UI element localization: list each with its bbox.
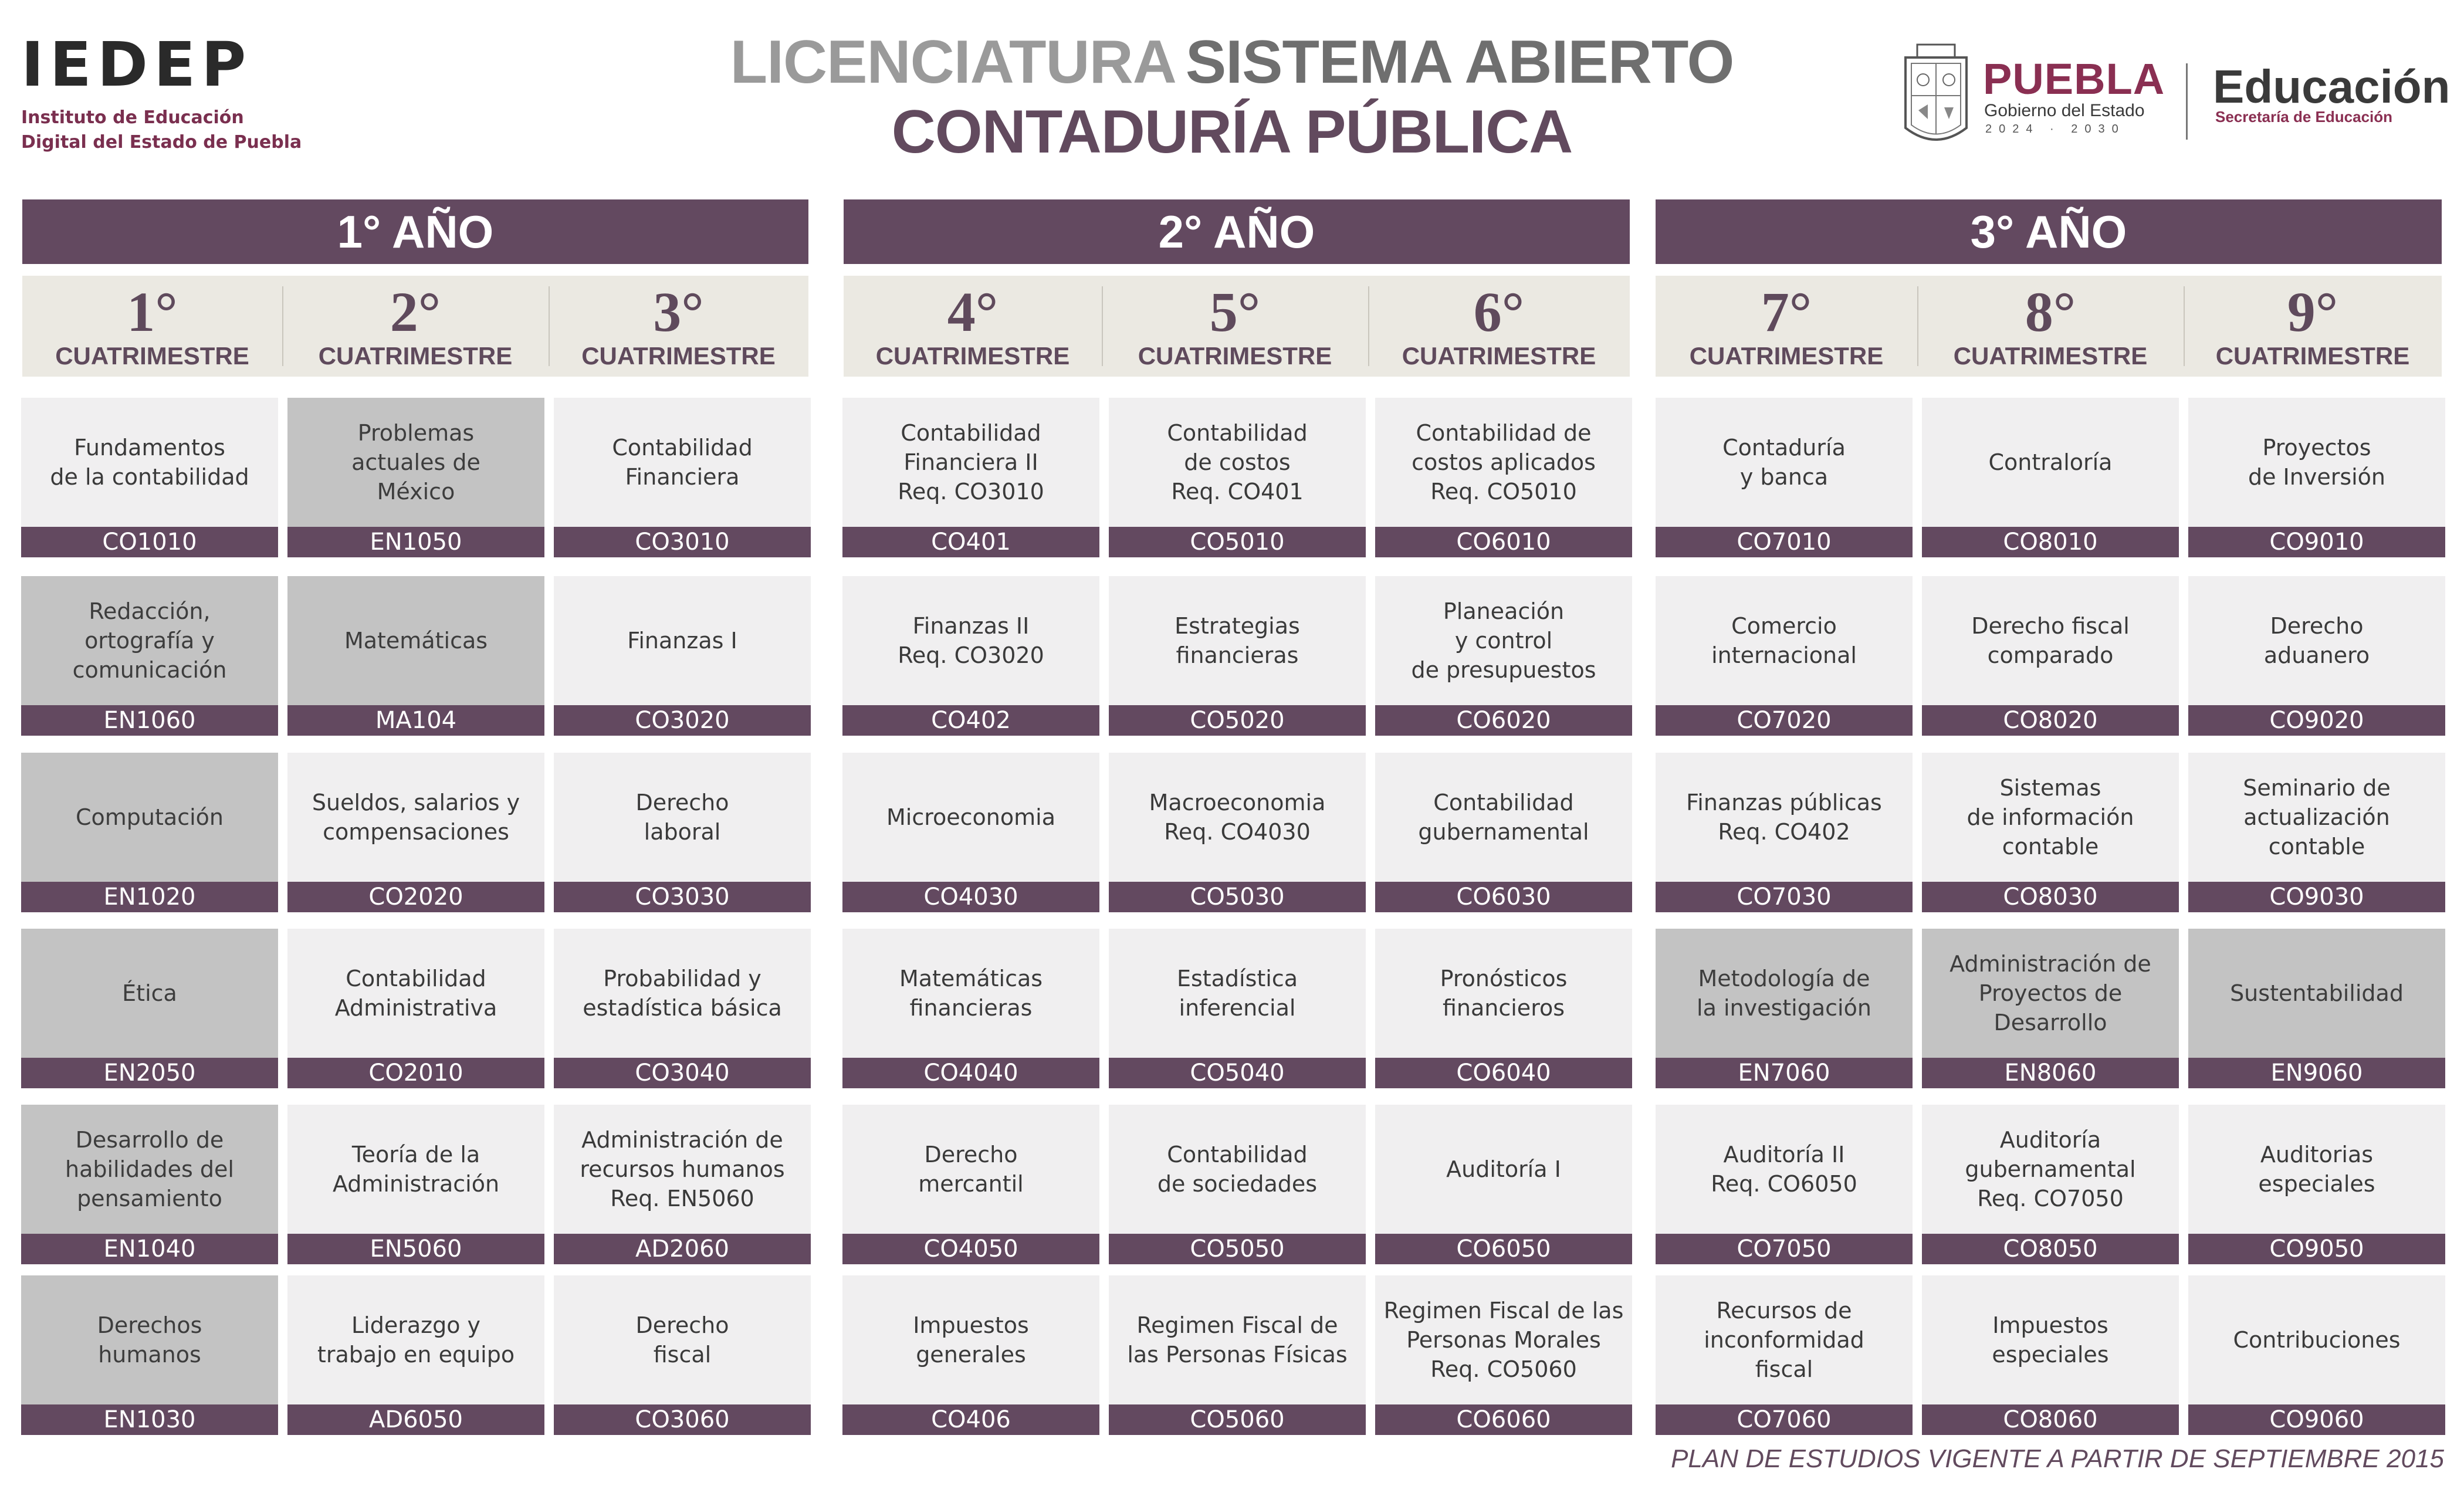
- course-code: EN1030: [21, 1404, 278, 1435]
- course-cell: [842, 398, 1099, 557]
- course-cell: [1922, 1105, 2179, 1264]
- course-cell: [1922, 576, 2179, 736]
- course-cell: [842, 1275, 1099, 1435]
- course-code: CO7030: [1656, 882, 1913, 912]
- course-code: CO8010: [1922, 527, 2179, 557]
- course-name: Auditoría gubernamental Req. CO7050: [1922, 1105, 2179, 1234]
- semester-header-1: [22, 276, 282, 377]
- course-name: Finanzas públicas Req. CO402: [1656, 753, 1913, 882]
- course-cell: [554, 1105, 811, 1264]
- course-cell: [554, 929, 811, 1088]
- course-name: Contabilidad de sociedades: [1109, 1105, 1366, 1234]
- course-cell: [2188, 753, 2445, 912]
- course-code: EN8060: [1922, 1058, 2179, 1088]
- course-code: CO8060: [1922, 1404, 2179, 1435]
- course-cell: [1109, 398, 1366, 557]
- course-cell: [287, 1275, 544, 1435]
- educacion-wordmark: Educación: [2213, 60, 2451, 113]
- course-code: AD6050: [287, 1404, 544, 1435]
- course-code: CO5050: [1109, 1234, 1366, 1264]
- course-name: Macroeconomia Req. CO4030: [1109, 753, 1366, 882]
- course-code: CO3040: [554, 1058, 811, 1088]
- course-code: CO2010: [287, 1058, 544, 1088]
- course-code: CO406: [842, 1404, 1099, 1435]
- course-code: AD2060: [554, 1234, 811, 1264]
- course-cell: [287, 753, 544, 912]
- semester-header-7: [1656, 276, 1917, 377]
- year-band-3: 3° AÑO: [1656, 199, 2442, 264]
- gobierno-del-estado-text: Gobierno del Estado: [1984, 101, 2145, 120]
- course-cell: [1109, 929, 1366, 1088]
- course-code: CO8050: [1922, 1234, 2179, 1264]
- course-name: Planeación y control de presupuestos: [1375, 576, 1632, 705]
- course-cell: [21, 1105, 278, 1264]
- course-cell: [842, 1105, 1099, 1264]
- course-name: Auditorias especiales: [2188, 1105, 2445, 1234]
- course-name: Administración de recursos humanos Req. EN5060: [554, 1105, 811, 1234]
- semester-label: CUATRIMESTRE: [318, 342, 513, 370]
- secretaria-de-educacion-text: Secretaría de Educación: [2215, 108, 2393, 126]
- course-code: CO3020: [554, 705, 811, 736]
- course-name: Contabilidad Administrativa: [287, 929, 544, 1058]
- course-code: CO2020: [287, 882, 544, 912]
- course-cell: [1375, 398, 1632, 557]
- course-cell: [1375, 1275, 1632, 1435]
- course-code: MA104: [287, 705, 544, 736]
- course-name: Derechos humanos: [21, 1275, 278, 1404]
- course-name: Derecho fiscal: [554, 1275, 811, 1404]
- course-name: Regimen Fiscal de las Personas Morales Req. CO5060: [1375, 1275, 1632, 1404]
- course-name: Estadística inferencial: [1109, 929, 1366, 1058]
- course-name: Finanzas I: [554, 576, 811, 705]
- course-code: CO5060: [1109, 1404, 1366, 1435]
- course-code: CO6010: [1375, 527, 1632, 557]
- title-line-1: [587, 28, 1877, 96]
- semester-header-2: [282, 276, 549, 377]
- course-cell: [287, 576, 544, 736]
- course-code: CO7060: [1656, 1404, 1913, 1435]
- course-cell: [21, 929, 278, 1088]
- course-cell: [1922, 753, 2179, 912]
- state-seal-icon: [1901, 40, 1971, 151]
- course-code: EN1050: [287, 527, 544, 557]
- course-cell: [1656, 1275, 1913, 1435]
- iedep-subtitle-line2: Digital del Estado de Puebla: [21, 132, 302, 153]
- course-code: CO9020: [2188, 705, 2445, 736]
- course-cell: [287, 929, 544, 1088]
- year-band-2: 2° AÑO: [844, 199, 1630, 264]
- course-name: Derecho mercantil: [842, 1105, 1099, 1234]
- course-name: Impuestos especiales: [1922, 1275, 2179, 1404]
- course-code: CO3010: [554, 527, 811, 557]
- semester-header-3: [549, 276, 808, 377]
- course-code: CO8020: [1922, 705, 2179, 736]
- iedep-subtitle-line1: Instituto de Educación: [21, 107, 244, 128]
- course-cell: [2188, 1275, 2445, 1435]
- semester-label: CUATRIMESTRE: [1953, 342, 2148, 370]
- administration-years: 2024 · 2030: [1985, 123, 2125, 136]
- puebla-government-logo: [1901, 40, 2452, 157]
- course-name: Metodología de la investigación: [1656, 929, 1913, 1058]
- course-code: CO5020: [1109, 705, 1366, 736]
- course-cell: [2188, 576, 2445, 736]
- semester-number: 7°: [1761, 280, 1812, 343]
- page-title: [587, 28, 1877, 168]
- course-cell: [1656, 753, 1913, 912]
- semester-band-year-3: [1656, 276, 2442, 377]
- course-code: CO9050: [2188, 1234, 2445, 1264]
- semester-header-6: [1368, 276, 1630, 377]
- course-code: CO7010: [1656, 527, 1913, 557]
- course-name: Estrategias financieras: [1109, 576, 1366, 705]
- course-code: EN1040: [21, 1234, 278, 1264]
- course-name: Administración de Proyectos de Desarrollo: [1922, 929, 2179, 1058]
- course-name: Contabilidad Financiera: [554, 398, 811, 527]
- course-code: CO7050: [1656, 1234, 1913, 1264]
- course-name: Derecho fiscal comparado: [1922, 576, 2179, 705]
- course-name: Ética: [21, 929, 278, 1058]
- course-name: Auditoría II Req. CO6050: [1656, 1105, 1913, 1234]
- course-cell: [21, 1275, 278, 1435]
- course-cell: [1922, 929, 2179, 1088]
- course-name: Derecho aduanero: [2188, 576, 2445, 705]
- course-name: Matemáticas financieras: [842, 929, 1099, 1058]
- course-cell: [842, 576, 1099, 736]
- course-code: CO6030: [1375, 882, 1632, 912]
- semester-label: CUATRIMESTRE: [1402, 342, 1596, 370]
- course-name: Teoría de la Administración: [287, 1105, 544, 1234]
- semester-label: CUATRIMESTRE: [2215, 342, 2410, 370]
- course-name: Computación: [21, 753, 278, 882]
- year-band-1: 1° AÑO: [22, 199, 808, 264]
- course-name: Regimen Fiscal de las Personas Físicas: [1109, 1275, 1366, 1404]
- semester-header-8: [1917, 276, 2184, 377]
- course-name: Liderazgo y trabajo en equipo: [287, 1275, 544, 1404]
- course-cell: [1109, 1275, 1366, 1435]
- course-code: EN5060: [287, 1234, 544, 1264]
- course-code: CO5040: [1109, 1058, 1366, 1088]
- course-code: CO401: [842, 527, 1099, 557]
- course-code: EN9060: [2188, 1058, 2445, 1088]
- course-name: Problemas actuales de México: [287, 398, 544, 527]
- course-code: CO7020: [1656, 705, 1913, 736]
- course-cell: [1375, 753, 1632, 912]
- course-code: CO5030: [1109, 882, 1366, 912]
- course-cell: [1375, 929, 1632, 1088]
- course-cell: [1922, 398, 2179, 557]
- course-cell: [554, 576, 811, 736]
- course-code: EN1020: [21, 882, 278, 912]
- semester-number: 8°: [2025, 280, 2076, 343]
- course-code: CO9060: [2188, 1404, 2445, 1435]
- course-code: CO4030: [842, 882, 1099, 912]
- course-name: Sistemas de información contable: [1922, 753, 2179, 882]
- course-code: CO1010: [21, 527, 278, 557]
- course-code: CO402: [842, 705, 1099, 736]
- course-code: CO9030: [2188, 882, 2445, 912]
- course-name: Sustentabilidad: [2188, 929, 2445, 1058]
- title-program-name: CONTADURÍA PÚBLICA: [891, 98, 1573, 166]
- semester-band-year-2: [844, 276, 1630, 377]
- iedep-logo: [21, 29, 302, 155]
- course-name: Contabilidad de costos aplicados Req. CO5010: [1375, 398, 1632, 527]
- course-code: CO5010: [1109, 527, 1366, 557]
- semester-header-4: [844, 276, 1102, 377]
- course-code: EN2050: [21, 1058, 278, 1088]
- course-name: Recursos de inconformidad fiscal: [1656, 1275, 1913, 1404]
- semester-number: 9°: [2287, 280, 2338, 343]
- course-code: CO3030: [554, 882, 811, 912]
- semester-number: 3°: [653, 280, 704, 343]
- semester-number: 6°: [1473, 280, 1525, 343]
- footer-note: PLAN DE ESTUDIOS VIGENTE A PARTIR DE SEPTIEMBRE 2015: [1671, 1444, 2444, 1473]
- course-code: CO6020: [1375, 705, 1632, 736]
- course-name: Seminario de actualización contable: [2188, 753, 2445, 882]
- course-name: Desarrollo de habilidades del pensamiento: [21, 1105, 278, 1234]
- course-code: CO4040: [842, 1058, 1099, 1088]
- puebla-wordmark: PUEBLA: [1983, 55, 2165, 103]
- course-name: Microeconomia: [842, 753, 1099, 882]
- semester-number: 2°: [390, 280, 441, 343]
- course-cell: [21, 576, 278, 736]
- iedep-wordmark: IEDEP: [21, 29, 252, 100]
- course-cell: [21, 398, 278, 557]
- course-code: CO6040: [1375, 1058, 1632, 1088]
- course-name: Contabilidad Financiera II Req. CO3010: [842, 398, 1099, 527]
- course-code: CO3060: [554, 1404, 811, 1435]
- course-name: Contabilidad de costos Req. CO401: [1109, 398, 1366, 527]
- course-cell: [21, 753, 278, 912]
- course-cell: [1109, 1105, 1366, 1264]
- course-cell: [842, 929, 1099, 1088]
- course-cell: [1109, 753, 1366, 912]
- course-cell: [1375, 576, 1632, 736]
- course-name: Pronósticos financieros: [1375, 929, 1632, 1058]
- course-name: Contraloría: [1922, 398, 2179, 527]
- logo-divider: [2186, 63, 2188, 140]
- course-name: Comercio internacional: [1656, 576, 1913, 705]
- semester-number: 1°: [127, 280, 178, 343]
- course-code: CO9010: [2188, 527, 2445, 557]
- course-cell: [1109, 576, 1366, 736]
- semester-number: 5°: [1209, 280, 1261, 343]
- title-sistema-abierto: SISTEMA ABIERTO: [1185, 28, 1734, 96]
- course-code: CO8030: [1922, 882, 2179, 912]
- course-code: CO6050: [1375, 1234, 1632, 1264]
- semester-label: CUATRIMESTRE: [1138, 342, 1332, 370]
- semester-number: 4°: [947, 280, 999, 343]
- course-cell: [1656, 576, 1913, 736]
- course-code: CO4050: [842, 1234, 1099, 1264]
- course-cell: [2188, 929, 2445, 1088]
- course-cell: [554, 1275, 811, 1435]
- semester-header-9: [2184, 276, 2442, 377]
- semester-label: CUATRIMESTRE: [55, 342, 249, 370]
- course-cell: [1656, 929, 1913, 1088]
- course-cell: [2188, 398, 2445, 557]
- course-name: Probabilidad y estadística básica: [554, 929, 811, 1058]
- course-cell: [1922, 1275, 2179, 1435]
- course-name: Finanzas II Req. CO3020: [842, 576, 1099, 705]
- course-name: Fundamentos de la contabilidad: [21, 398, 278, 527]
- course-cell: [1656, 398, 1913, 557]
- course-name: Sueldos, salarios y compensaciones: [287, 753, 544, 882]
- semester-header-5: [1102, 276, 1368, 377]
- course-code: CO6060: [1375, 1404, 1632, 1435]
- course-name: Proyectos de Inversión: [2188, 398, 2445, 527]
- course-code: EN7060: [1656, 1058, 1913, 1088]
- course-name: Contabilidad gubernamental: [1375, 753, 1632, 882]
- course-cell: [287, 398, 544, 557]
- semester-band-year-1: [22, 276, 808, 377]
- title-licenciatura: LICENCIATURA: [730, 28, 1176, 96]
- course-cell: [554, 753, 811, 912]
- course-name: Contribuciones: [2188, 1275, 2445, 1404]
- course-name: Auditoría I: [1375, 1105, 1632, 1234]
- course-cell: [842, 753, 1099, 912]
- semester-label: CUATRIMESTRE: [875, 342, 1070, 370]
- course-name: Contaduría y banca: [1656, 398, 1913, 527]
- semester-label: CUATRIMESTRE: [1689, 342, 1884, 370]
- course-name: Matemáticas: [287, 576, 544, 705]
- course-cell: [2188, 1105, 2445, 1264]
- course-cell: [287, 1105, 544, 1264]
- course-name: Impuestos generales: [842, 1275, 1099, 1404]
- course-cell: [1375, 1105, 1632, 1264]
- course-cell: [554, 398, 811, 557]
- course-name: Redacción, ortografía y comunicación: [21, 576, 278, 705]
- course-code: EN1060: [21, 705, 278, 736]
- course-name: Derecho laboral: [554, 753, 811, 882]
- semester-label: CUATRIMESTRE: [581, 342, 776, 370]
- course-cell: [1656, 1105, 1913, 1264]
